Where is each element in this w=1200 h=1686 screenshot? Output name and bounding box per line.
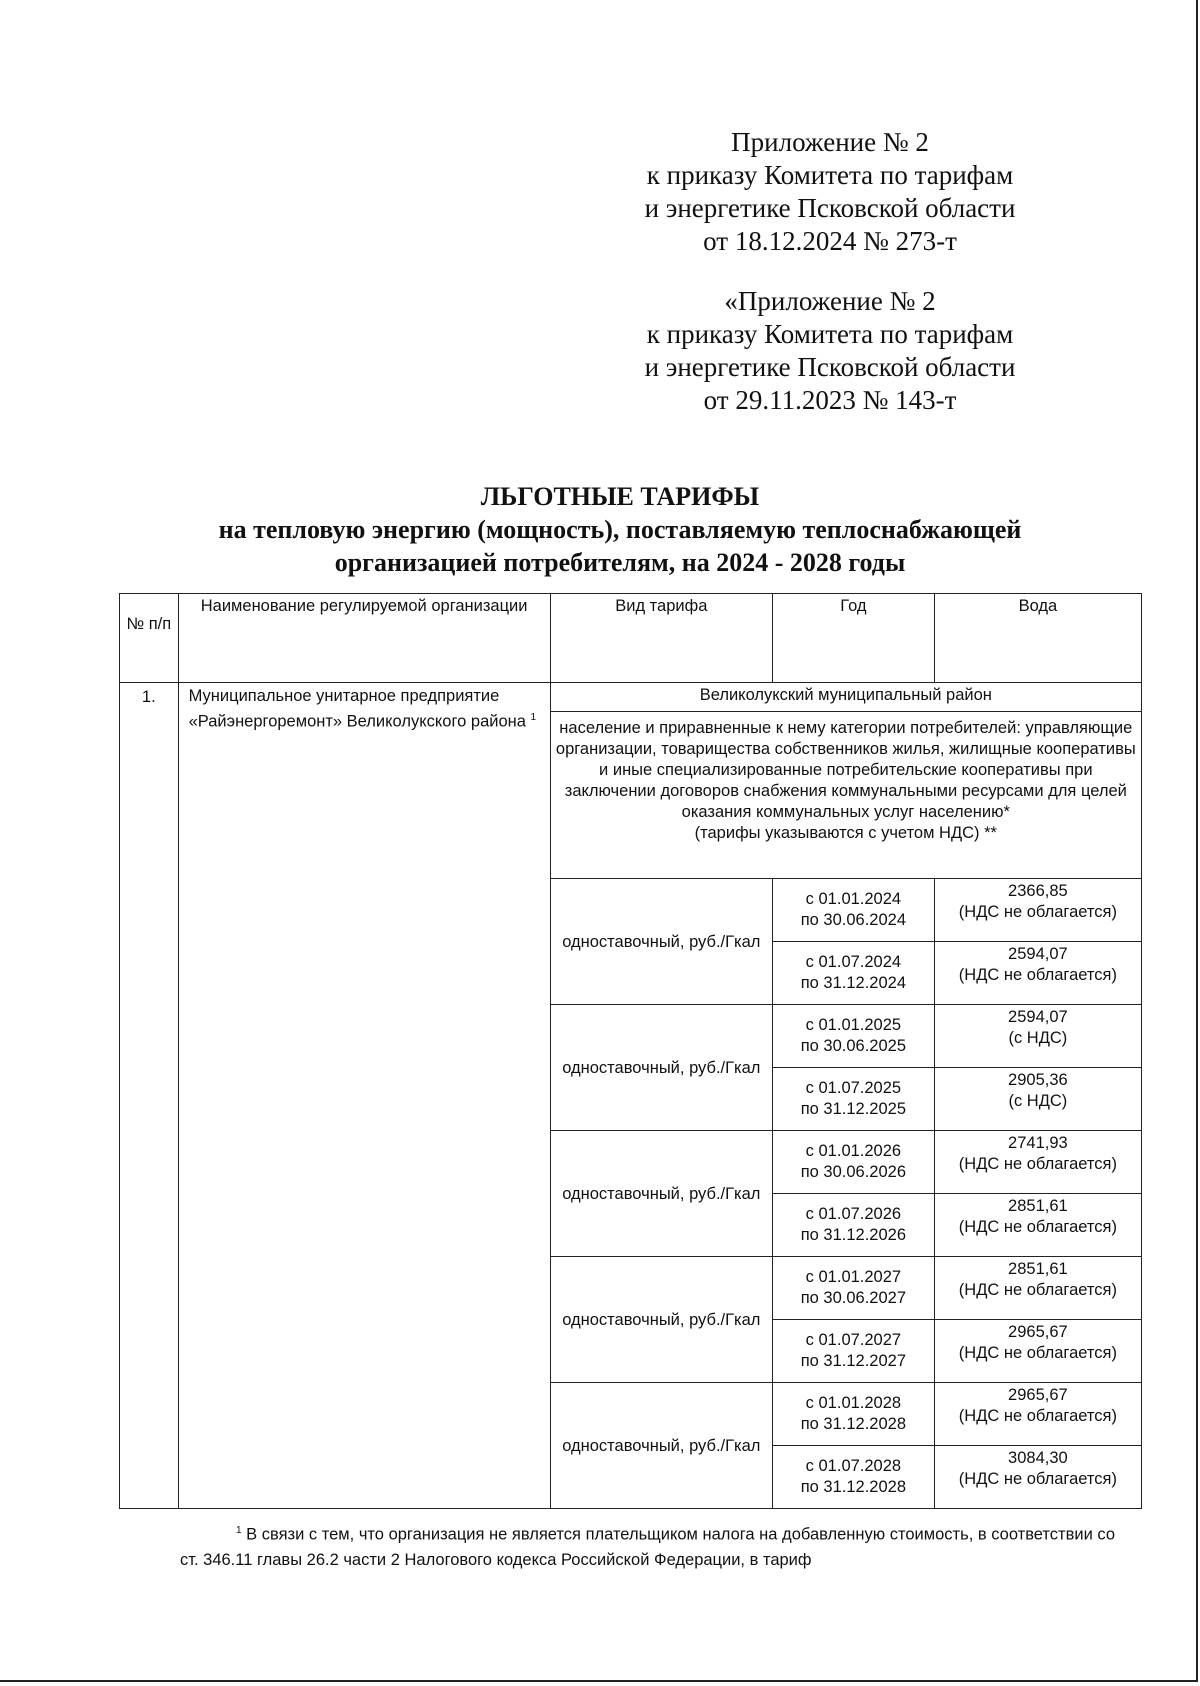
tariff-type-cell: одноставочный, руб./Гкал (550, 1005, 772, 1131)
tariff-value: 2366,85 (1008, 882, 1068, 900)
organization-footnote-mark: 1 (530, 712, 537, 723)
annex-line-2: к приказу Комитета по тарифам (646, 160, 1014, 190)
consumer-category: население и приравненные к нему категории потребителей: управляющие организации, товарищества собственников жилья, жилищные кооперативы и иные специализированные потребительские кооперативы при заключении договоров снабжения коммунальными ресурсами для целей оказания коммунальных услуг населению* (555, 719, 1136, 821)
tariff-value-cell (934, 1131, 1141, 1194)
original-annex-line-3: и энергетике Псковской области (644, 352, 1016, 382)
organization-name: Муниципальное унитарное предприятие «Райэнергоремонт» Великолукского района (188, 687, 526, 731)
period-cell (773, 1005, 935, 1068)
period-cell (773, 1194, 935, 1257)
period-from: с 01.07.2025 (805, 1079, 902, 1097)
period-from: с 01.07.2026 (805, 1205, 902, 1223)
vat-note: (тарифы указываются с учетом НДС) ** (694, 824, 997, 842)
vat-status: (НДС не облагается) (958, 1344, 1117, 1362)
tariff-value: 2741,93 (1008, 1134, 1068, 1152)
period-to: по 30.06.2026 (800, 1163, 907, 1181)
original-annex-line-1: «Приложение № 2 (724, 286, 936, 316)
annex-header (600, 126, 1060, 258)
period-cell (773, 879, 935, 942)
district-row (120, 683, 1142, 712)
tariff-value: 2965,67 (1008, 1323, 1068, 1341)
annex-line-1: Приложение № 2 (731, 127, 929, 157)
period-cell (773, 942, 935, 1005)
vat-status: (НДС не облагается) (958, 1155, 1117, 1173)
tariff-value-cell (934, 1320, 1141, 1383)
tariff-value: 2594,07 (1008, 1008, 1068, 1026)
tariff-value: 2851,61 (1008, 1260, 1068, 1278)
tariff-value: 2851,61 (1008, 1197, 1068, 1215)
tariff-value-cell (934, 1446, 1141, 1509)
title-line-1: ЛЬГОТНЫЕ ТАРИФЫ (480, 482, 760, 511)
period-cell (773, 1257, 935, 1320)
tariff-value: 2965,67 (1008, 1386, 1068, 1404)
period-to: по 30.06.2025 (800, 1037, 907, 1055)
tariff-value: 2905,36 (1008, 1071, 1068, 1089)
period-from: с 01.01.2027 (805, 1268, 902, 1286)
period-from: с 01.01.2025 (805, 1016, 902, 1034)
vat-status: (с НДС) (1008, 1092, 1068, 1110)
tariff-type-cell: одноставочный, руб./Гкал (550, 1257, 772, 1383)
row-number: 1. (120, 683, 179, 1509)
vat-status: (НДС не облагается) (958, 1407, 1117, 1425)
period-cell (773, 1383, 935, 1446)
vat-status: (НДС не облагается) (958, 1470, 1117, 1488)
organization-name-cell (178, 683, 550, 1509)
period-cell (773, 1446, 935, 1509)
vat-status: (НДС не облагается) (958, 966, 1117, 984)
period-to: по 31.12.2026 (800, 1226, 907, 1244)
tariff-value-cell (934, 1005, 1141, 1068)
header-number: № п/п (120, 594, 179, 683)
period-from: с 01.07.2024 (805, 953, 902, 971)
tariff-table (119, 593, 1142, 1509)
tariff-type-cell: одноставочный, руб./Гкал (550, 879, 772, 1005)
tariff-value-cell (934, 1194, 1141, 1257)
vat-status: (с НДС) (1008, 1029, 1068, 1047)
footnote (180, 1518, 1115, 1573)
tariff-value-cell (934, 879, 1141, 942)
period-from: с 01.01.2024 (805, 890, 902, 908)
title-line-2: на тепловую энергию (мощность), поставляемую теплоснабжающей (218, 515, 1022, 544)
period-to: по 31.12.2025 (800, 1100, 907, 1118)
document-title (100, 480, 1140, 579)
period-cell (773, 1320, 935, 1383)
footnote-mark: 1 (236, 1525, 242, 1536)
period-to: по 30.06.2027 (800, 1289, 907, 1307)
original-annex-header (600, 285, 1060, 417)
tariff-value-cell (934, 1257, 1141, 1320)
original-annex-line-2: к приказу Комитета по тарифам (646, 319, 1014, 349)
period-from: с 01.07.2027 (805, 1331, 902, 1349)
period-to: по 30.06.2024 (800, 911, 907, 929)
title-line-3: организацией потребителям, на 2024 - 2028 годы (334, 548, 906, 577)
original-annex-line-4: от 29.11.2023 № 143-т (703, 385, 957, 415)
annex-line-4: от 18.12.2024 № 273-т (703, 226, 957, 256)
table-header-row (120, 594, 1142, 683)
tariff-value: 3084,30 (1008, 1449, 1068, 1467)
header-tariff-type: Вид тарифа (550, 594, 772, 683)
period-to: по 31.12.2028 (800, 1478, 907, 1496)
district-name: Великолукский муниципальный район (550, 683, 1141, 712)
footnote-text: В связи с тем, что организация не является плательщиком налога на добавленную стоимость, в соответствии со ст. 346.11 главы 26.2 части 2 Налогового кодекса Российской Федерации, в тариф (180, 1525, 1116, 1569)
period-from: с 01.01.2028 (805, 1394, 902, 1412)
tariff-value-cell (934, 942, 1141, 1005)
header-organization: Наименование регулируемой организации (178, 594, 550, 683)
tariff-value-cell (934, 1068, 1141, 1131)
header-water: Вода (934, 594, 1141, 683)
period-to: по 31.12.2027 (800, 1352, 907, 1370)
consumer-category-cell (550, 712, 1141, 879)
vat-status: (НДС не облагается) (958, 1281, 1117, 1299)
period-from: с 01.01.2026 (805, 1142, 902, 1160)
header-year: Год (773, 594, 935, 683)
tariff-type-cell: одноставочный, руб./Гкал (550, 1131, 772, 1257)
period-to: по 31.12.2028 (800, 1415, 907, 1433)
period-to: по 31.12.2024 (800, 974, 907, 992)
period-cell (773, 1068, 935, 1131)
tariff-type-cell: одноставочный, руб./Гкал (550, 1383, 772, 1509)
vat-status: (НДС не облагается) (958, 903, 1117, 921)
annex-line-3: и энергетике Псковской области (644, 193, 1016, 223)
period-cell (773, 1131, 935, 1194)
period-from: с 01.07.2028 (805, 1457, 902, 1475)
vat-status: (НДС не облагается) (958, 1218, 1117, 1236)
tariff-value-cell (934, 1383, 1141, 1446)
tariff-value: 2594,07 (1008, 945, 1068, 963)
